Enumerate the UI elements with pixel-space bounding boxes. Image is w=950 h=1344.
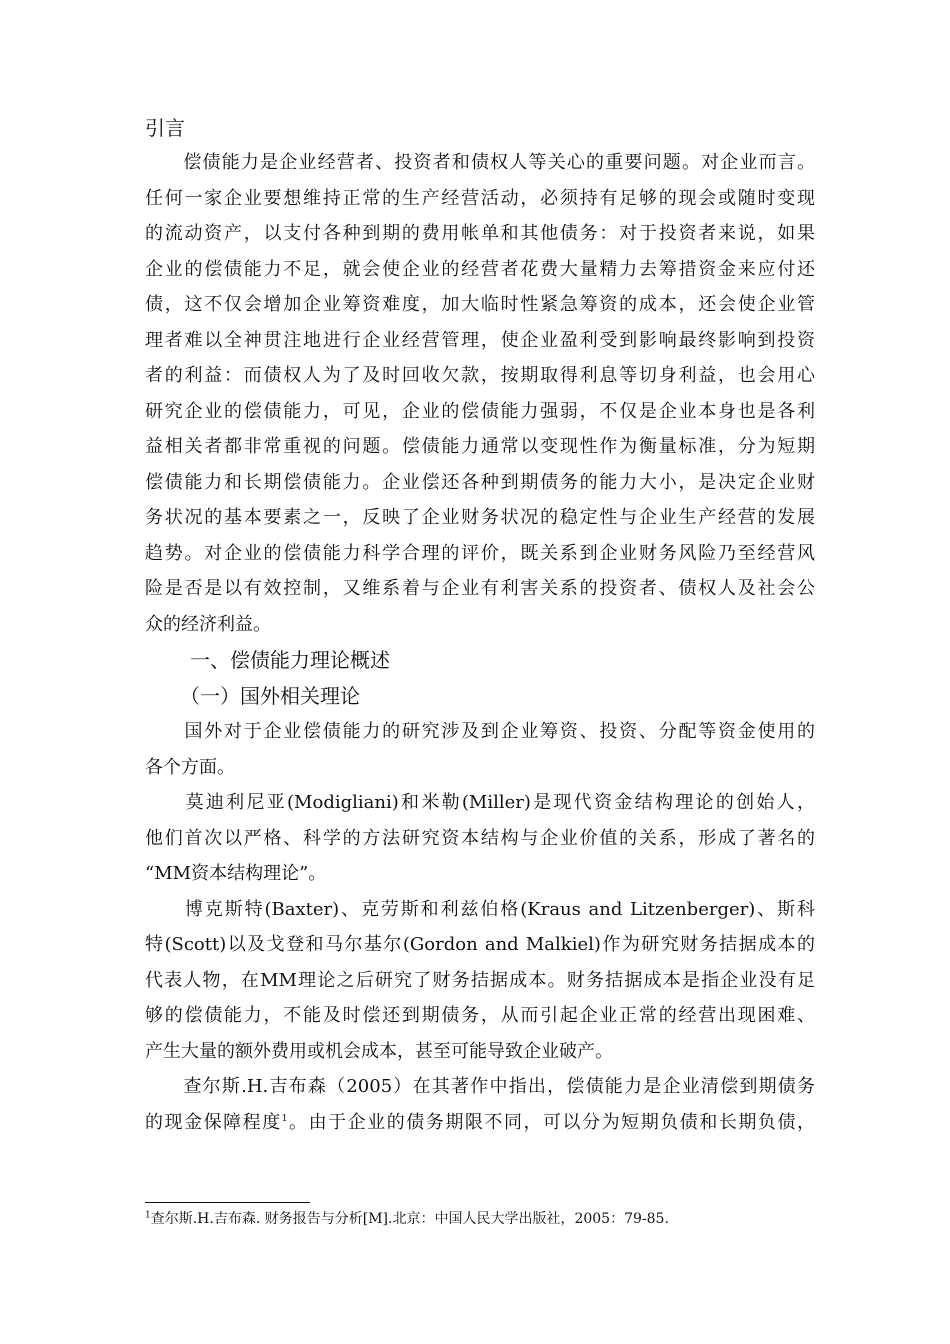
text-segment: 的现金保障程度 <box>145 1111 282 1133</box>
paragraph-3 <box>145 785 815 892</box>
text-line: 的流动资产，以支付各种到期的费用帐单和其他债务：对于投资者来说，如果 <box>145 223 815 244</box>
text-line <box>145 1105 815 1141</box>
text-line: 特(Scott)以及戈登和马尔基尔(Gordon and Malkiel)作为研究财务拮据成本的 <box>145 934 815 955</box>
text-line: 各个方面。 <box>145 756 235 778</box>
text-line: 险是否是以有效控制，又维系着与企业有利害关系的投资者、债权人及社会公 <box>145 578 815 599</box>
text-line: 莫迪利尼亚(Modigliani)和米勒(Miller)是现代资金结构理论的创始人， <box>145 792 815 813</box>
text-line: “MM资本结构理论”。 <box>145 863 327 884</box>
text-line: 研究企业的偿债能力，可见，企业的偿债能力强弱，不仅是企业本身也是各利 <box>145 400 815 422</box>
text-line: 者的利益：而债权人为了及时回收欠款，按期取得利息等切身利益，也会用心 <box>145 365 815 386</box>
intro-heading: 引言 <box>145 116 185 140</box>
paragraph-1 <box>145 145 815 642</box>
text-line: 务状况的基本要素之一，反映了企业财务状况的稳定性与企业生产经营的发展 <box>145 507 815 528</box>
text-line: 理者难以全神贯注地进行企业经营管理，使企业盈利受到影响最终影响到投资 <box>145 329 815 351</box>
text-line: 国外对于企业偿债能力的研究涉及到企业筹资、投资、分配等资金使用的 <box>145 721 815 742</box>
text-line: 博克斯特(Baxter)、克劳斯和利兹伯格(Kraus and Litzenberger)、斯科 <box>145 898 815 920</box>
text-line: 代表人物，在MM理论之后研究了财务拮据成本。财务拮据成本是指企业没有足 <box>145 969 815 991</box>
paragraph-2 <box>145 714 815 785</box>
document-body <box>145 111 815 1140</box>
section-heading: 一、偿债能力理论概述 <box>190 648 390 672</box>
text-line: 众的经济利益。 <box>145 613 271 635</box>
footnote-reference[interactable]: 1 <box>281 1113 288 1124</box>
text-line: 任何一家企业要想维持正常的生产经营活动，必须持有足够的现会或随时变现 <box>145 187 815 209</box>
text-line: 益相关者都非常重视的问题。偿债能力通常以变现性作为衡量标准，分为短期 <box>145 436 815 457</box>
text-line: 债，这不仅会增加企业筹资难度，加大临时性紧急筹资的成本，还会使企业管 <box>145 294 815 315</box>
text-line: 偿债能力和长期偿债能力。企业偿还各种到期债务的能力大小，是决定企业财 <box>145 471 815 493</box>
paragraph-4 <box>145 892 815 1070</box>
text-line: 趋势。对企业的偿债能力科学合理的评价，既关系到企业财务风险乃至经营风 <box>145 542 815 564</box>
footnote-text: 查尔斯.H.吉布森. 财务报告与分析[M].北京：中国人民大学出版社，2005：79-85. <box>150 1211 669 1227</box>
footnote-divider <box>145 1202 310 1203</box>
text-line: 够的偿债能力，不能及时偿还到期债务，从而引起企业正常的经营出现困难、 <box>145 1005 815 1026</box>
footnote-mark: 1 <box>145 1210 151 1221</box>
text-line: 他们首次以严格、科学的方法研究资本结构与企业价值的关系，形成了著名的 <box>145 827 815 849</box>
footnote <box>145 1208 669 1228</box>
text-segment: 。由于企业的债务期限不同，可以分为短期负债和长期负债， <box>287 1111 816 1133</box>
text-line: 企业的偿债能力不足，就会使企业的经营者花费大量精力去筹措资金来应付还 <box>145 258 815 280</box>
text-line: 偿债能力是企业经营者、投资者和债权人等关心的重要问题。对企业而言。 <box>145 152 815 173</box>
paragraph-5 <box>145 1069 815 1140</box>
text-line: 产生大量的额外费用或机会成本，甚至可能导致企业破产。 <box>145 1040 613 1062</box>
subsection-heading: （一）国外相关理论 <box>180 684 360 708</box>
text-line: 查尔斯.H.吉布森（2005）在其著作中指出，偿债能力是企业清偿到期债务 <box>145 1076 815 1097</box>
